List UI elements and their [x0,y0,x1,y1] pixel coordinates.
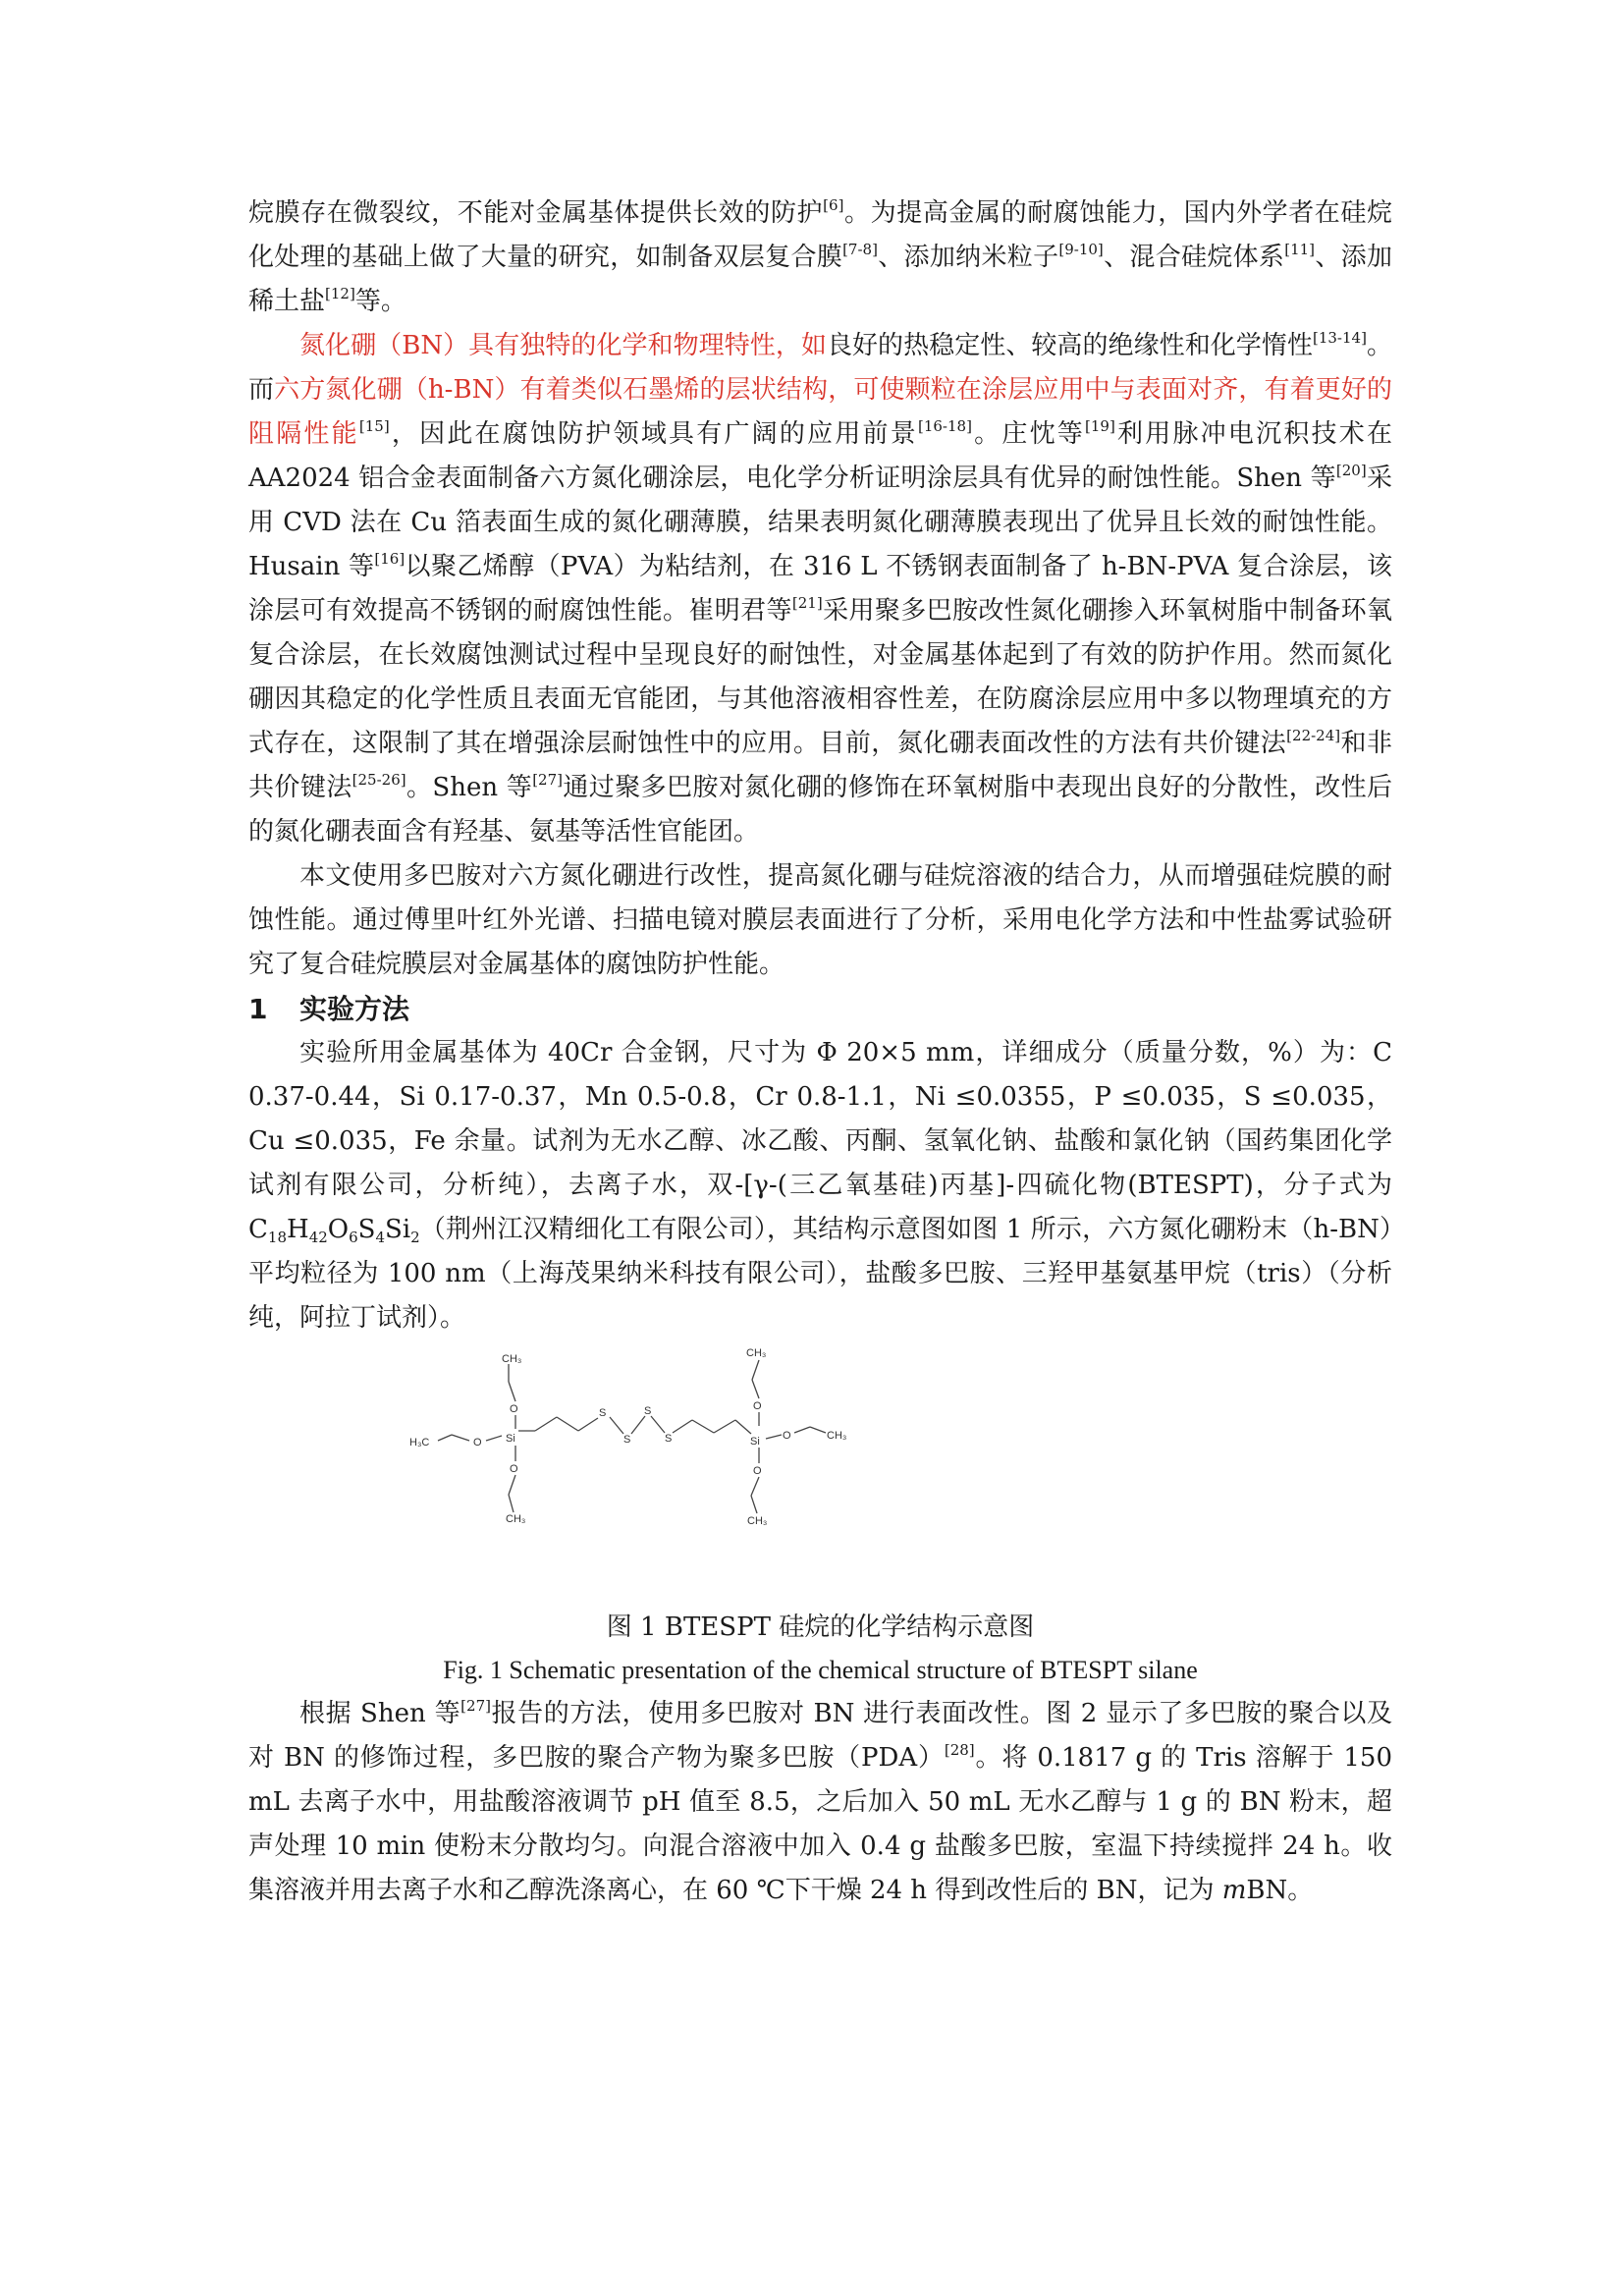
citation: [21] [791,594,823,612]
text: 、添加纳米粒子 [877,243,1059,272]
text: ，因此在腐蚀防护领域具有广阔的应用前景 [389,419,918,449]
atom-label: S [644,1405,652,1417]
citation: [27] [532,771,563,789]
paragraph-intro-end [248,191,1392,324]
text: Si [385,1215,411,1244]
text: S [357,1215,376,1244]
italic-text: m [1221,1876,1247,1905]
atom-label: H₃C [409,1437,430,1449]
figure-caption-cn: 图 1 BTESPT 硅烷的化学结构示意图 [606,1613,1035,1642]
btespt-structure-figure [248,1347,1392,1606]
page-body [248,191,1392,1913]
atom-label: O [473,1437,482,1449]
citation: [27] [460,1697,491,1715]
chemical-structure-diagram [248,1347,1392,1606]
text: 。庄忱等 [971,419,1086,449]
text: 。为提高金属的耐腐蚀能力，国内外学者在硅烷化处理的基础上做了大量的研究，如制备双层复合膜 [248,198,1392,272]
text: 利用脉冲电沉积技术在 AA2024 铝合金表面制备六方氮化硼涂层，电化学分析证明涂层具有优异的耐蚀性能。Shen 等 [248,419,1392,493]
text: 。将 0.1817 g 的 Tris 溶解于 150 mL 去离子水中，用盐酸溶液调节 pH 值至 8.5，之后加入 50 mL 无水乙醇与 1 g 的 BN 粉末，超声处理 10 min 使粉末分散均匀。向混合溶液中加入 0.4 g 盐酸多巴胺，室温下持续搅拌 24 h。收集溶液并用去离子水和乙醇洗涤离心，在 60 ℃下干燥 24 h 得到改性后的 BN，记为 [248,1743,1392,1905]
text: 以聚乙烯醇（PVA）为粘结剂，在 316 L 不锈钢表面制备了 h-BN-PVA 复合涂层，该涂层可有效提高不锈钢的耐腐蚀性能。崔明君等 [248,552,1392,626]
text: （荆州江汉精细化工有限公司），其结构示意图如图 1 所示，六方氮化硼粉末（h-BN）平均粒径为 100 nm（上海茂果纳米科技有限公司），盐酸多巴胺、三羟甲基氨基甲烷（tris）（分析纯，阿拉丁试剂）。 [248,1215,1392,1333]
subscript: 2 [410,1229,420,1246]
text: 、添加稀土盐 [248,243,1392,316]
citation: [16-18] [917,417,972,435]
text: 通过聚多巴胺对氮化硼的修饰在环氧树脂中表现出良好的分散性，改性后的氮化硼表面含有羟基、氨基等活性官能团。 [248,773,1392,847]
text: 采用聚多巴胺改性氮化硼掺入环氧树脂中制备环氧复合涂层，在长效腐蚀测试过程中呈现良好的耐蚀性，对金属基体起到了有效的防护作用。然而氮化硼因其稳定的化学性质且表面无官能团，与其他溶液相容性差，在防腐涂层应用中多以物理填充的方式存在，这限制了其在增强涂层耐蚀性中的应用。目前，氮化硼表面改性的方法有共价键法 [248,596,1392,758]
section-title: 实验方法 [299,993,410,1025]
atom-label: CH₃ [746,1347,767,1359]
atom-label: CH₃ [506,1513,526,1525]
atom-label: O [753,1465,762,1477]
paragraph-bn-properties [248,324,1392,854]
atom-label: Si [506,1433,515,1445]
text: O [327,1215,350,1244]
citation: [16] [374,550,406,568]
citation: [6] [823,196,844,214]
citation: [11] [1284,241,1316,258]
atom-label: O [753,1400,762,1412]
text: 良好的热稳定性、较高的绝缘性和化学惰性 [826,331,1313,360]
subscript: 4 [375,1229,386,1246]
text: 。而 [248,331,1392,405]
subscript: 6 [349,1229,358,1246]
atom-label: O [510,1403,518,1415]
text: 采用 CVD 法在 Cu 箔表面生成的氮化硼薄膜，结果表明氮化硼薄膜表现出了优异且长效的耐蚀性能。Husain 等 [248,464,1392,581]
citation: [9-10] [1058,241,1104,258]
citation: [13-14] [1312,329,1367,347]
subscript: 18 [267,1229,287,1246]
paragraph-materials [248,1031,1392,1340]
subscript: 42 [308,1229,328,1246]
highlighted-text: 六方氮化硼（h-BN）有着类似石墨烯的层状结构，可使颗粒在涂层应用中与表面对齐，有着更好的阻隔性能 [248,375,1392,449]
text: 和非共价键法 [248,729,1392,802]
citation: [25-26] [352,771,406,789]
text: 实验所用金属基体为 40Cr 合金钢，尺寸为 Φ 20×5 mm，详细成分（质量分数，%）为：C 0.37-0.44，Si 0.17-0.37，Mn 0.5-0.8，Cr 0.8-1.1，Ni ≤0.0355，P ≤0.035，S ≤0.035，Cu ≤0.035，Fe 余量。试剂为无水乙醇、冰乙酸、丙酮、氢氧化钠、盐酸和氯化钠（国药集团化学试剂有限公司，分析纯），去离子水，双-[γ-(三乙氧基硅)丙基]-四硫化物(BTESPT)，分子式为 C [248,1038,1392,1244]
atom-label: S [623,1434,631,1446]
text: 、混合硅烷体系 [1103,243,1285,272]
citation: [28] [944,1741,975,1759]
text: 根据 Shen 等 [299,1699,461,1728]
citation: [19] [1085,417,1115,435]
paragraph-aim: 本文使用多巴胺对六方氮化硼进行改性，提高氮化硼与硅烷溶液的结合力，从而增强硅烷膜的耐蚀性能。通过傅里叶红外光谱、扫描电镜对膜层表面进行了分析，采用电化学方法和中性盐雾试验研究了复合硅烷膜层对金属基体的腐蚀防护性能。 [248,861,1392,979]
text: BN。 [1246,1876,1314,1905]
section-number: 1 [248,993,268,1025]
atom-labels [409,1347,846,1527]
bonds [438,1360,826,1513]
atom-label: CH₃ [827,1430,847,1442]
paragraph-modification-method [248,1692,1392,1913]
citation: [20] [1335,462,1367,479]
citation: [12] [325,285,355,302]
text: 烷膜存在微裂纹，不能对金属基体提供长效的防护 [248,198,824,228]
citation: [7-8] [842,241,878,258]
section-heading [248,987,1392,1031]
text: H [287,1215,309,1244]
atom-label: S [665,1433,673,1445]
atom-label: CH₃ [502,1353,522,1365]
atom-label: S [599,1407,607,1419]
text: 等。 [354,287,406,316]
highlighted-text: 氮化硼（BN）具有独特的化学和物理特性，如 [299,331,827,360]
atom-label: CH₃ [747,1515,768,1527]
citation: [15] [358,417,390,435]
atom-label: Si [750,1436,760,1448]
citation: [22-24] [1286,727,1341,744]
figure-caption-en: Fig. 1 Schematic presentation of the chemical structure of BTESPT silane [443,1656,1198,1684]
text: 。Shen 等 [406,773,533,802]
atom-label: O [510,1463,518,1475]
text: 报告的方法，使用多巴胺对 BN 进行表面改性。图 2 显示了多巴胺的聚合以及对 BN 的修饰过程，多巴胺的聚合产物为聚多巴胺（PDA） [248,1699,1393,1773]
atom-label: O [783,1430,791,1442]
